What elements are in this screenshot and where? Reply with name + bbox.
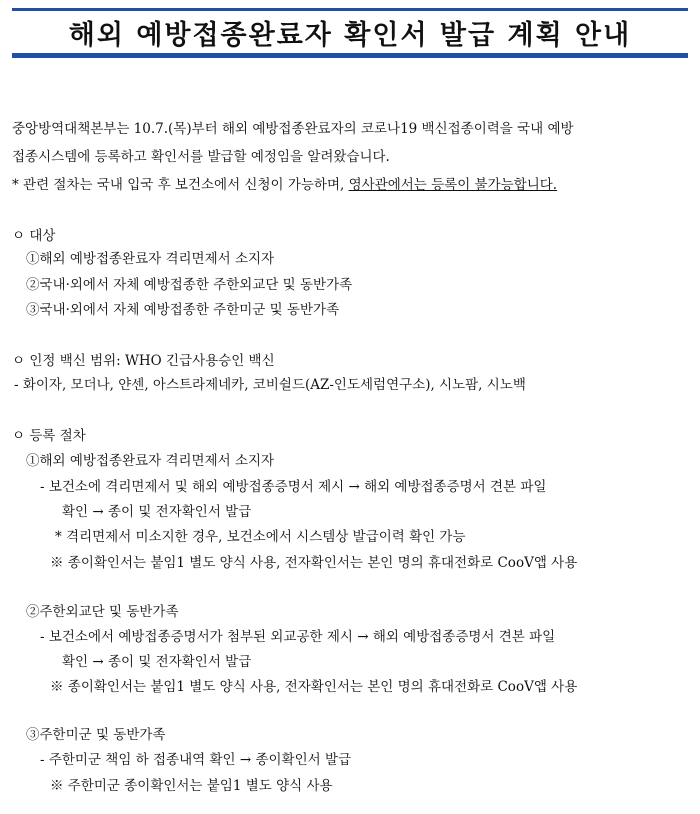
- intro-line-1: 중앙방역대책본부는 10.7.(목)부터 해외 예방접종완료자의 코로나19 백신접종이력을 국내 예방: [12, 121, 574, 137]
- targets-heading: ㅇ 대상: [12, 228, 56, 244]
- procedure-section-2-reference: ※ 종이확인서는 붙임1 별도 양식 사용, 전자확인서는 본인 명의 휴대전화로 CooV앱 사용: [50, 679, 578, 695]
- procedure-heading: ㅇ 등록 절차: [12, 428, 86, 444]
- procedure-section-1-title: ①해외 예방접종완료자 격리면제서 소지자: [26, 453, 275, 469]
- title-banner: [12, 8, 688, 58]
- procedure-section-1-reference: ※ 종이확인서는 붙임1 별도 양식 사용, 전자확인서는 본인 명의 휴대전화로 CooV앱 사용: [50, 555, 578, 571]
- procedure-section-1-step-cont: 확인 → 종이 및 전자확인서 발급: [62, 504, 252, 520]
- intro-note: [12, 175, 557, 195]
- intro-note-text: * 관련 절차는 국내 입국 후 보건소에서 신청이 가능하며,: [12, 177, 349, 193]
- page-title: 해외 예방접종완료자 확인서 발급 계획 안내: [68, 19, 632, 51]
- procedure-section-3-reference: ※ 주한미군 종이확인서는 붙임1 별도 양식 사용: [50, 778, 333, 794]
- vaccines-heading: ㅇ 인정 백신 범위: WHO 긴급사용승인 백신: [12, 353, 275, 369]
- intro-line-2: 접종시스템에 등록하고 확인서를 발급할 예정임을 알려왔습니다.: [12, 149, 390, 165]
- procedure-section-2-title: ②주한외교단 및 동반가족: [26, 604, 179, 620]
- target-item-1: ①해외 예방접종완료자 격리면제서 소지자: [26, 251, 275, 267]
- target-item-2: ②국내·외에서 자체 예방접종한 주한외교단 및 동반가족: [26, 277, 353, 293]
- procedure-section-1-step: - 보건소에 격리면제서 및 해외 예방접종증명서 제시 → 해외 예방접종증명서 견본 파일: [40, 479, 547, 495]
- procedure-section-2-step: - 보건소에서 예방접종증명서가 첨부된 외교공한 제시 → 해외 예방접종증명서 견본 파일: [40, 629, 556, 645]
- vaccines-list: - 화이자, 모더나, 얀센, 아스트라제네카, 코비쉴드(AZ-인도세럼연구소), 시노팜, 시노백: [14, 377, 526, 393]
- procedure-section-3-title: ③주한미군 및 동반가족: [26, 727, 166, 743]
- procedure-section-1-note: * 격리면제서 미소지한 경우, 보건소에서 시스템상 발급이력 확인 가능: [55, 529, 466, 545]
- target-item-3: ③국내·외에서 자체 예방접종한 주한미군 및 동반가족: [26, 302, 340, 318]
- procedure-section-3-step: - 주한미군 책임 하 접종내역 확인 → 종이확인서 발급: [40, 752, 352, 768]
- intro-note-underlined: 영사관에서는 등록이 불가능합니다.: [348, 177, 558, 193]
- procedure-section-2-step-cont: 확인 → 종이 및 전자확인서 발급: [62, 654, 252, 670]
